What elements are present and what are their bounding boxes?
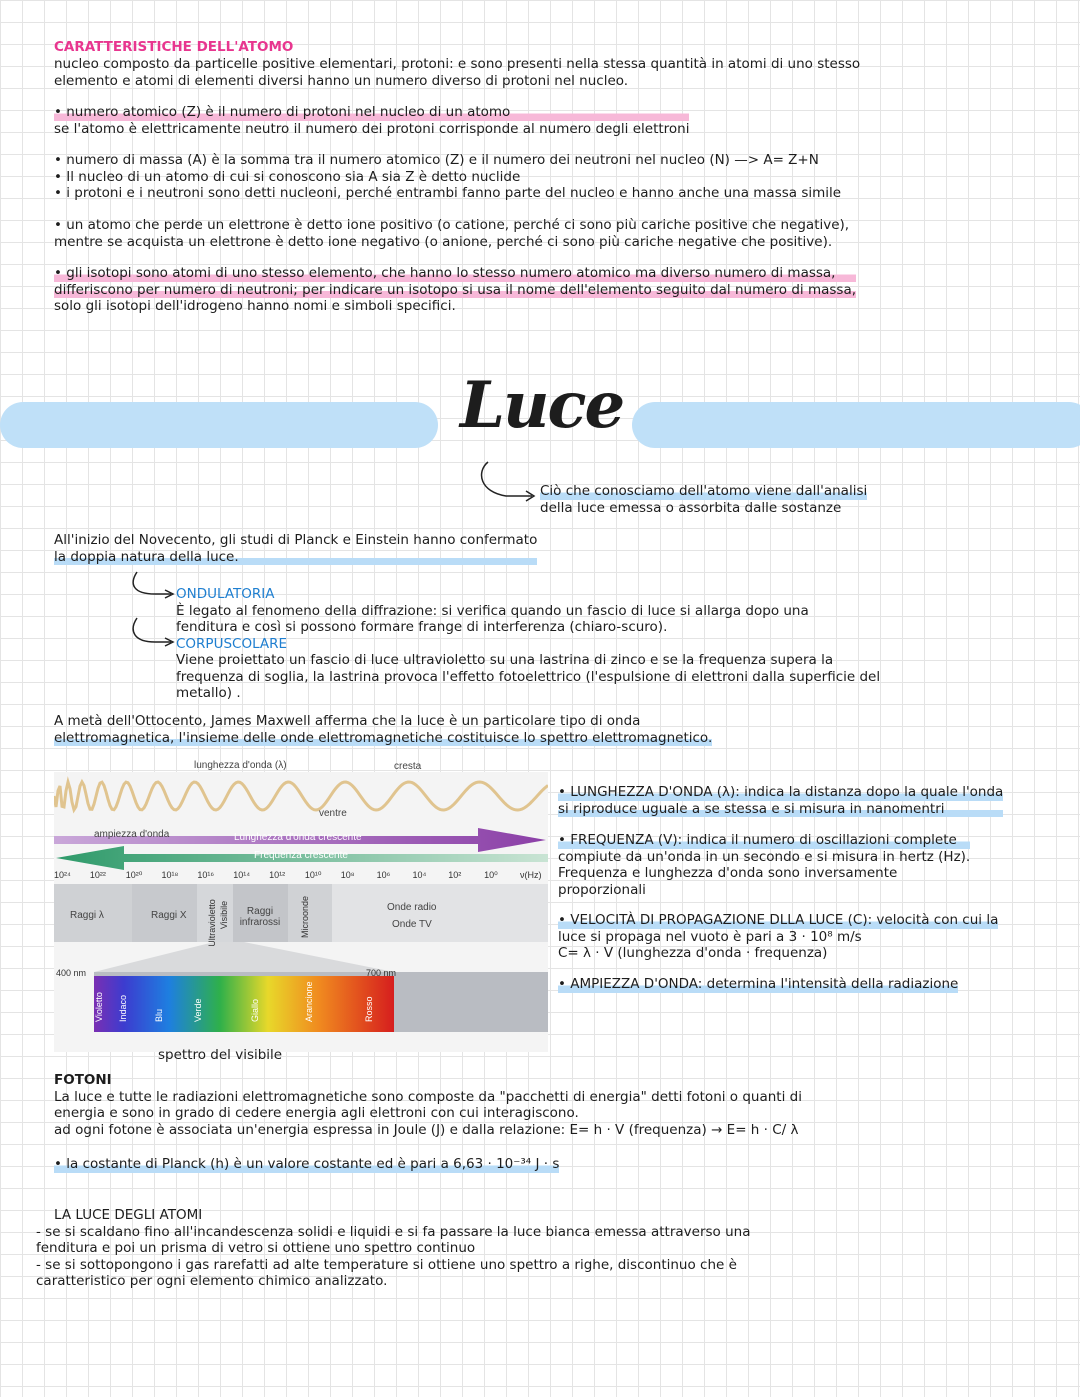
region-radio: Onde radio xyxy=(387,902,437,913)
tick-label: 10²⁴ xyxy=(54,870,71,880)
luce-heading: Luce xyxy=(460,368,624,443)
header-band-right xyxy=(632,402,1080,448)
tick-label: 10¹² xyxy=(269,870,286,880)
atomo-intro: nucleo composto da particelle positive elementari, protoni: e sono presenti nella stessa quantità in atomi di uno stesso elemento e atomi di elementi diversi hanno un numero diverso di protoni nel nucleo. xyxy=(54,56,861,89)
header-band-left xyxy=(0,402,438,448)
ondulatoria-block: ONDULATORIA È legato al fenomeno della diffrazione: si verifica quando un fascio di luce si allarga dopo una fenditura e così si possono formare frange di interferenza (chiaro-scuro). CORPUSCOLARE Viene proiettato un fascio di luce ultravioletto su una lastrina di zinco e se la frequenza supera la frequenza di soglia, la lastrina provoca l'effetto fotoelettrico (l'espulsione di elettroni dalla superficie del metallo) . xyxy=(176,586,881,701)
tick-label: 10¹⁰ xyxy=(304,870,322,880)
tick-label: 10⁰ xyxy=(484,870,498,880)
luce-note: Ciò che conosciamo dell'atomo viene dall'analisi della luce emessa o assorbita dalle sostanze xyxy=(540,483,868,516)
tick-label: 10²⁰ xyxy=(125,870,143,880)
tick-label: 10²² xyxy=(89,870,106,880)
region-xray: Raggi X xyxy=(151,910,187,921)
region-visible: Visibile xyxy=(219,900,230,930)
tick-label: 10² xyxy=(448,870,462,880)
ioni-block: • un atomo che perde un elettrone è detto ione positivo (o catione, perché ci sono più cariche positive che negative), mentre se acquista un elettrone è detto ione negativo (o anione, perché ci sono più cariche negative che positive). xyxy=(54,217,850,250)
def-frequenza: • FREQUENZA (V): indica il numero di oscillazioni complete compiute da un'onda in un secondo e si misura in hertz (Hz). Frequenza e lunghezza d'onda sono inversamente proporzionali xyxy=(558,832,971,898)
planck-constant: • la costante di Planck (h) è un valore costante ed è pari a 6,63 · 10⁻³⁴ J · s xyxy=(54,1156,560,1172)
atomo-title: CARATTERISTICHE DELL'ATOMO xyxy=(54,39,294,55)
def-lunghezza: • LUNGHEZZA D'ONDA (λ): indica la distanza dopo la quale l'onda si riproduce uguale a se stessa e si misura in nanomentri xyxy=(558,784,1004,817)
region-ir: Raggi infrarossi xyxy=(239,906,281,928)
tick-label: 10¹⁴ xyxy=(233,870,251,880)
color-label: Verde xyxy=(193,998,203,1022)
figure-caption: spettro del visibile xyxy=(158,1047,283,1063)
isotopi-block: • gli isotopi sono atomi di uno stesso elemento, che hanno lo stesso numero atomico ma diverso numero di massa, differiscono per numero di neutroni; per indicare un isotopo si usa il nome dell'elemento seguito dal numero di massa, solo gli isotopi dell'idrogeno hanno nomi e simboli specifici. xyxy=(54,265,857,314)
region-microwave: Microonde xyxy=(300,895,311,939)
tick-label: ν(Hz) xyxy=(520,870,542,880)
numero-massa-block: • numero di massa (A) è la somma tra il numero atomico (Z) e il numero dei neutroni nel nucleo (N) —> A= Z+N • Il nucleo di un atomo di cui si conoscono sia A sia Z è detto nuclide • i protoni e i neutroni sono detti nucleoni, perché entrambi fanno parte del nucleo e hanno anche una massa simile xyxy=(54,152,842,201)
fotoni-block: FOTONI La luce e tutte le radiazioni elettromagnetiche sono composte da "pacchetti di energia" detti fotoni o quanti di energia e sono in grado di cedere energia agli elettroni con cui interagiscono. ad ogni fotone è associata un'energia espressa in Joule (J) e dalla relazione: E= h · V (frequenza) → E= h · C/ λ xyxy=(54,1072,802,1138)
nm-700-label: 700 nm xyxy=(366,968,397,978)
spectrum-figure xyxy=(54,760,548,1052)
tick-label: 10⁸ xyxy=(340,870,355,880)
fig-length-increasing: Lunghezza d'onda crescente xyxy=(234,832,362,843)
region-gamma: Raggi λ xyxy=(70,910,104,921)
region-uv: Ultravioletto xyxy=(206,899,217,947)
fig-ampiezza-label: ampiezza d'onda xyxy=(94,829,170,840)
novecento-text: All'inizio del Novecento, gli studi di Planck e Einstein hanno confermato la doppia natura della luce. xyxy=(54,532,538,565)
fig-ventre-label: ventre xyxy=(319,808,347,819)
color-label: Violetto xyxy=(94,992,104,1022)
tick-label: 10⁴ xyxy=(412,870,427,880)
color-label: Giallo xyxy=(250,998,260,1022)
nm-400-label: 400 nm xyxy=(56,968,87,978)
color-label: Indaco xyxy=(118,994,128,1022)
tick-label: 10⁶ xyxy=(376,870,391,880)
fig-frequency-increasing: Frequenza crescente xyxy=(254,850,348,861)
luce-atomi-block: LA LUCE DEGLI ATOMI - se si scaldano fino all'incandescenza solidi e liquidi e si fa passare la luce bianca emessa attraverso una fenditura e poi un prisma di vetro si ottiene uno spettro continuo - se si sottopongono i gas rarefatti ad alte temperature si ottiene uno spettro a righe, discontinuo che è caratteristico per ogni elemento chimico analizzato. xyxy=(36,1207,751,1289)
note-arrow-icon xyxy=(470,458,540,503)
visible-spectrum xyxy=(94,976,394,1032)
color-label: Arancione xyxy=(304,981,314,1022)
region-tv: Onde TV xyxy=(392,919,432,930)
color-label: Rosso xyxy=(364,996,374,1022)
def-ampiezza: • AMPIEZZA D'ONDA: determina l'intensità della radiazione xyxy=(558,976,959,992)
maxwell-text: A metà dell'Ottocento, James Maxwell afferma che la luce è un particolare tipo di onda elettromagnetica, l'insieme delle onde elettromagnetiche costituisce lo spettro elettromagnetico. xyxy=(54,713,713,746)
fig-lunghezza-label: lunghezza d'onda (λ) xyxy=(194,760,287,771)
numero-atomico-block: • numero atomico (Z) è il numero di protoni nel nucleo di un atomo se l'atomo è elettricamente neutro il numero dei protoni corrisponde al numero degli elettroni xyxy=(54,104,690,137)
tick-label: 10¹⁶ xyxy=(197,870,215,880)
fig-cresta-label: cresta xyxy=(394,761,422,772)
branch-arrows-icon xyxy=(125,570,177,650)
color-label: Blu xyxy=(154,1008,164,1022)
tick-label: 10¹⁸ xyxy=(161,870,179,880)
def-velocita: • VELOCITÀ DI PROPAGAZIONE DLLA LUCE (C): velocità con cui la luce si propaga nel vuoto è pari a 3 · 10⁸ m/s C= λ · V (lunghezza d'onda · frequenza) xyxy=(558,912,999,961)
